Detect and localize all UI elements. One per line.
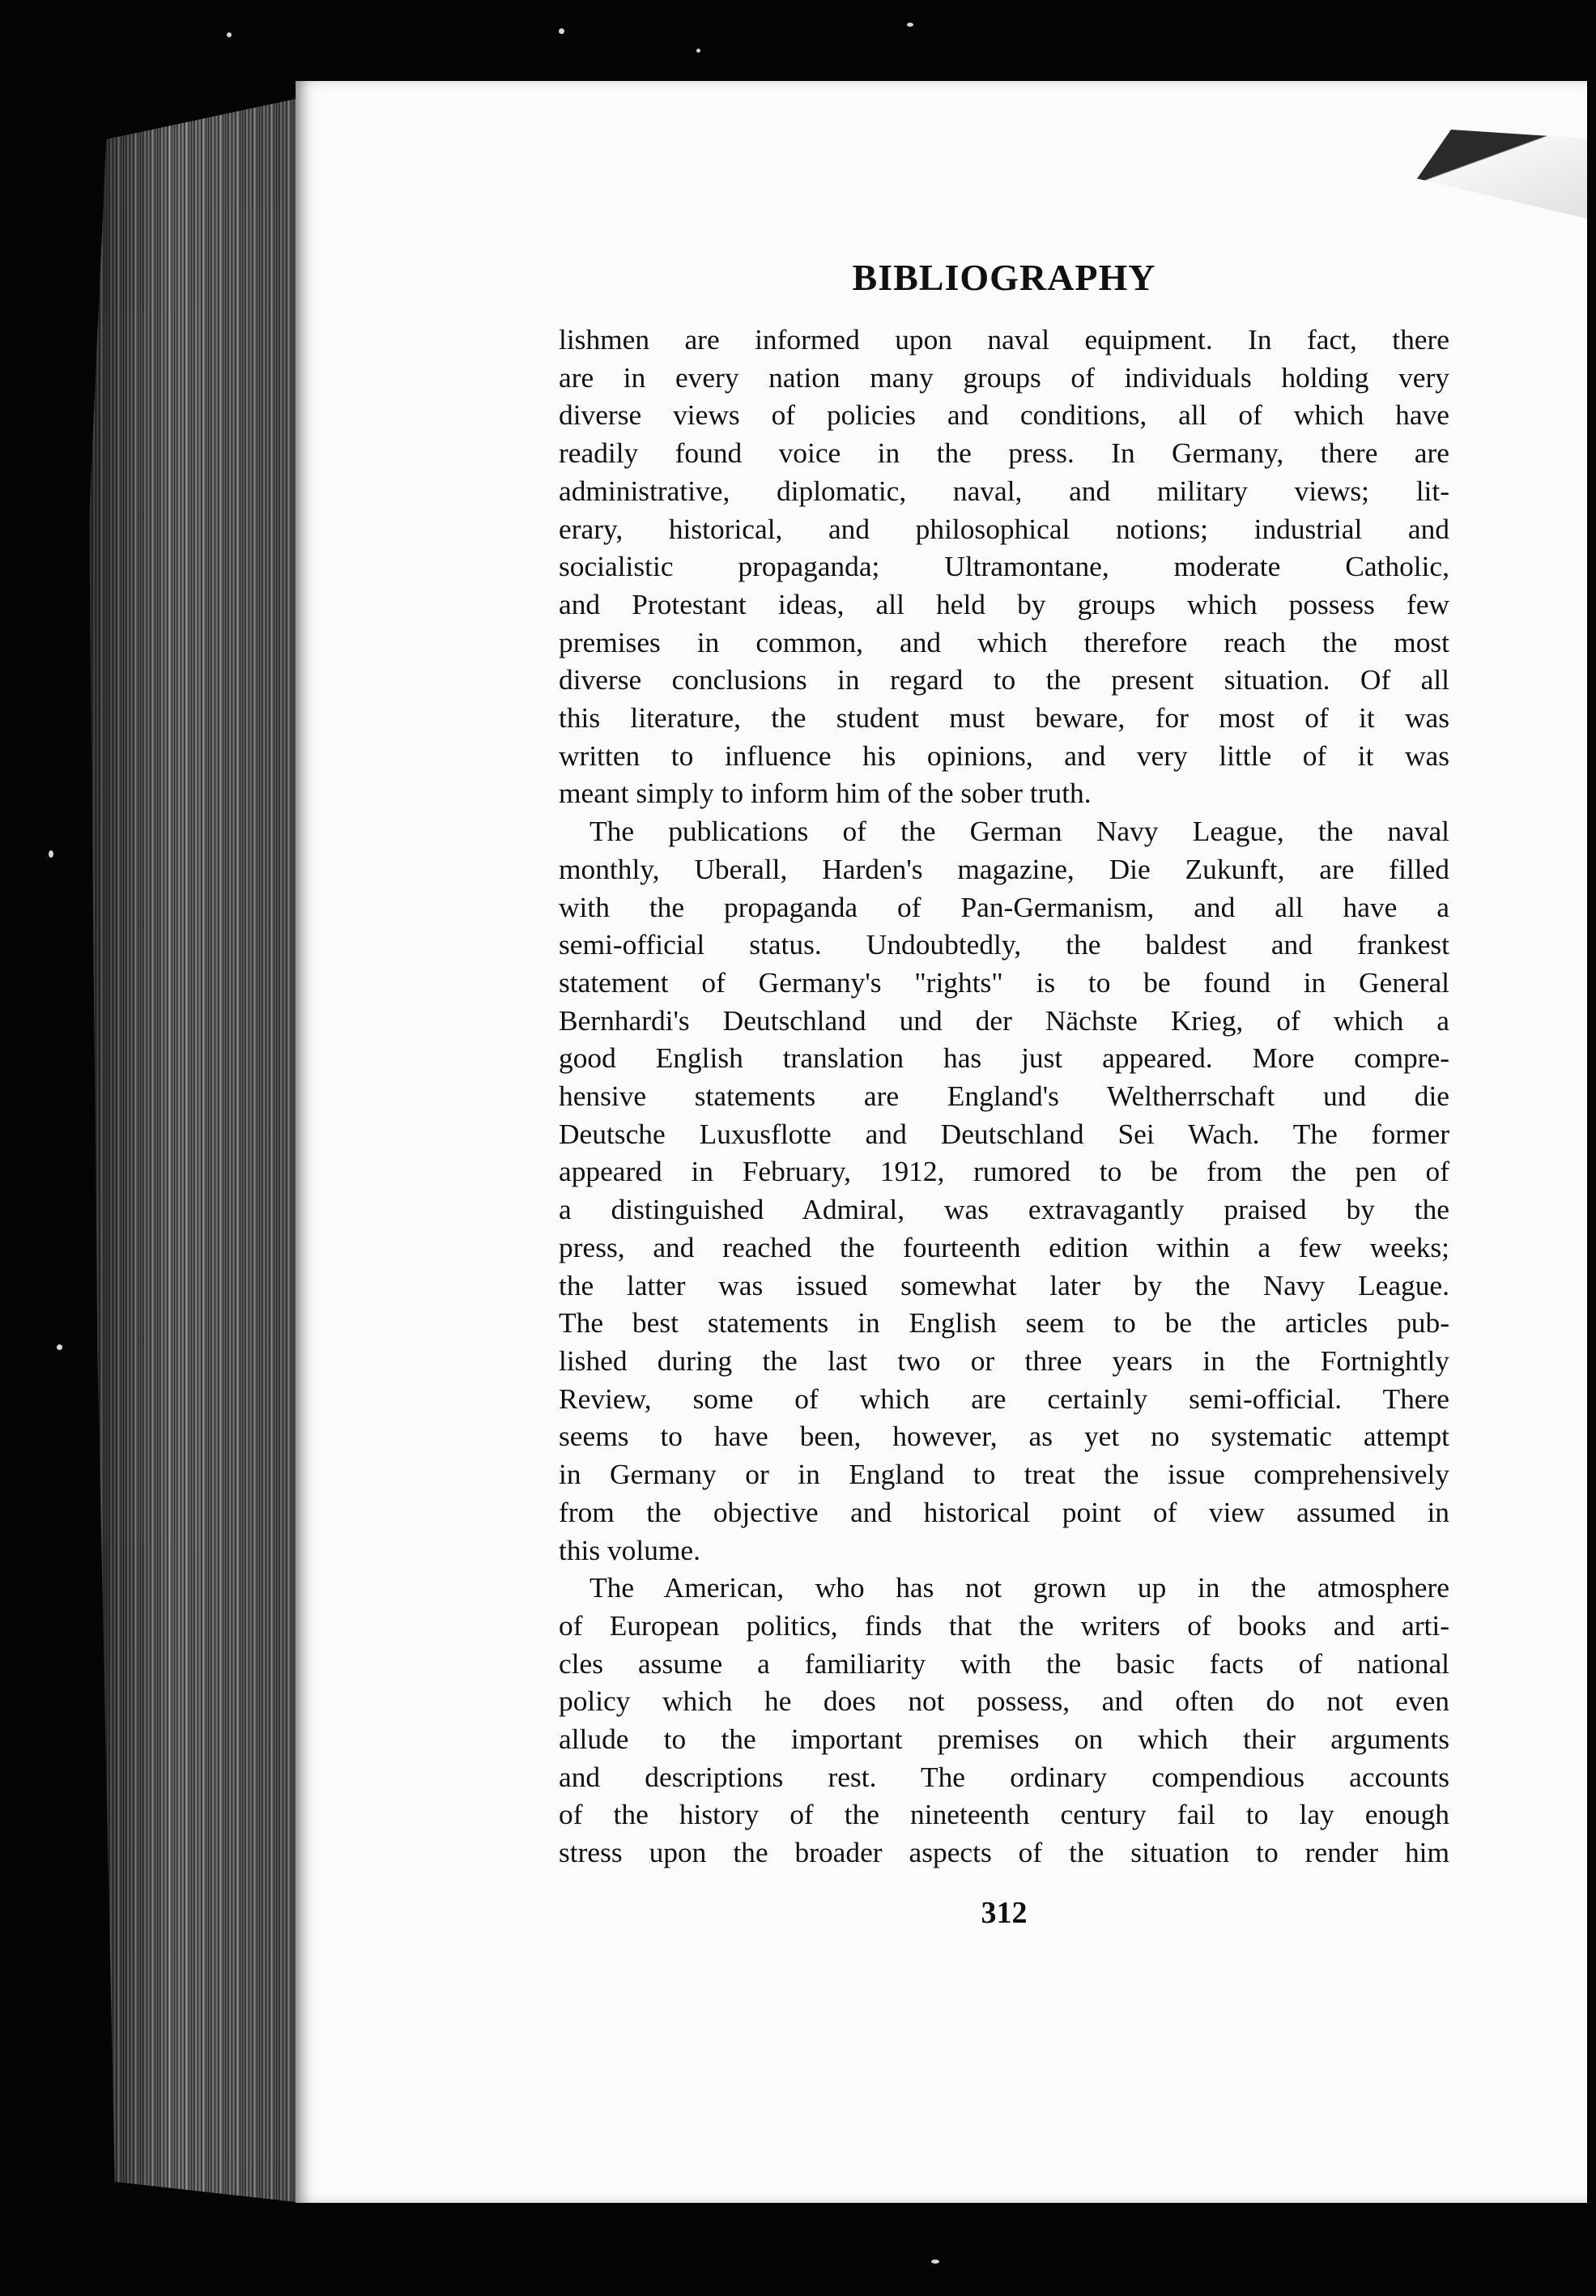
text-line: this literature, the student must beware, for most of it was xyxy=(559,701,1449,735)
film-speck xyxy=(49,850,53,858)
text-line: good English translation has just appeared. More compre- xyxy=(559,1042,1449,1075)
text-line: The publications of the German Navy League, the naval xyxy=(589,815,1449,848)
text-line: administrative, diplomatic, naval, and military views; lit- xyxy=(559,474,1449,507)
film-speck xyxy=(907,23,913,27)
text-line: press, and reached the fourteenth edition within a few weeks; xyxy=(559,1230,1449,1263)
text-line: from the objective and historical point of view assumed in xyxy=(559,1495,1449,1528)
paragraph xyxy=(559,812,1449,1569)
text-line: premises in common, and which therefore reach the most xyxy=(559,625,1449,658)
text-line: and descriptions rest. The ordinary compendious accounts xyxy=(559,1760,1449,1793)
text-line: erary, historical, and philosophical notions; industrial and xyxy=(559,512,1449,545)
text-line: of European politics, finds that the writers of books and arti- xyxy=(559,1608,1449,1642)
text-line: socialistic propaganda; Ultramontane, moderate Catholic, xyxy=(559,550,1449,583)
film-speck xyxy=(696,49,700,53)
text-line: appeared in February, 1912, rumored to be from the pen of xyxy=(559,1155,1449,1188)
running-head: BIBLIOGRAPHY xyxy=(852,257,1156,298)
text-line: monthly, Uberall, Harden's magazine, Die Zukunft, are filled xyxy=(559,852,1449,885)
paragraph xyxy=(559,321,1449,812)
text-line: hensive statements are England's Weltherrschaft und die xyxy=(559,1080,1449,1113)
text-line: The American, who has not grown up in the atmosphere xyxy=(589,1571,1449,1604)
page-number: 312 xyxy=(981,1896,1028,1930)
text-line: a distinguished Admiral, was extravagantly praised by the xyxy=(559,1193,1449,1226)
text-line: the latter was issued somewhat later by the Navy League. xyxy=(559,1268,1449,1301)
text-line: diverse conclusions in regard to the present situation. Of all xyxy=(559,663,1449,696)
text-line: are in every nation many groups of individuals holding very xyxy=(559,360,1449,394)
paragraph xyxy=(559,1569,1449,1872)
film-speck xyxy=(227,32,232,37)
text-line: this volume. xyxy=(559,1533,700,1566)
film-speck xyxy=(931,2260,939,2264)
text-line: readily found voice in the press. In Germany, there are xyxy=(559,437,1449,470)
text-line: semi-official status. Undoubtedly, the baldest and frankest xyxy=(559,928,1449,961)
text-line: Deutsche Luxusflotte and Deutschland Sei Wach. The former xyxy=(559,1117,1449,1150)
body-text xyxy=(559,321,1449,1872)
text-line: diverse views of policies and conditions, all of which have xyxy=(559,398,1449,432)
film-speck xyxy=(559,28,564,34)
text-line: cles assume a familiarity with the basic facts of national xyxy=(559,1646,1449,1680)
text-line: statement of Germany's "rights" is to be found in General xyxy=(559,965,1449,999)
text-line: stress upon the broader aspects of the situation to render him xyxy=(559,1836,1449,1869)
text-line: of the history of the nineteenth century fail to lay enough xyxy=(559,1798,1449,1831)
text-line: The best statements in English seem to be the articles pub- xyxy=(559,1306,1449,1340)
folded-page-corner xyxy=(1417,130,1587,219)
text-line: with the propaganda of Pan-Germanism, and all have a xyxy=(559,890,1449,923)
film-speck xyxy=(57,1344,62,1350)
text-line: and Protestant ideas, all held by groups which possess few xyxy=(559,587,1449,620)
page-content xyxy=(559,259,1449,1872)
text-line: policy which he does not possess, and often do not even xyxy=(559,1685,1449,1718)
text-line: allude to the important premises on which their arguments xyxy=(559,1723,1449,1756)
text-line: in Germany or in England to treat the issue comprehensively xyxy=(559,1458,1449,1491)
text-line: Review, some of which are certainly semi-official. There xyxy=(559,1382,1449,1415)
book-page-edges xyxy=(89,97,304,2203)
text-line: seems to have been, however, as yet no systematic attempt xyxy=(559,1420,1449,1453)
text-line: meant simply to inform him of the sober truth. xyxy=(559,777,1092,810)
text-line: lished during the last two or three years in the Fortnightly xyxy=(559,1344,1449,1377)
text-line: written to influence his opinions, and very little of it was xyxy=(559,739,1449,772)
text-line: lishmen are informed upon naval equipment. In fact, there xyxy=(559,323,1449,356)
text-line: Bernhardi's Deutschland und der Nächste Krieg, of which a xyxy=(559,1003,1449,1037)
